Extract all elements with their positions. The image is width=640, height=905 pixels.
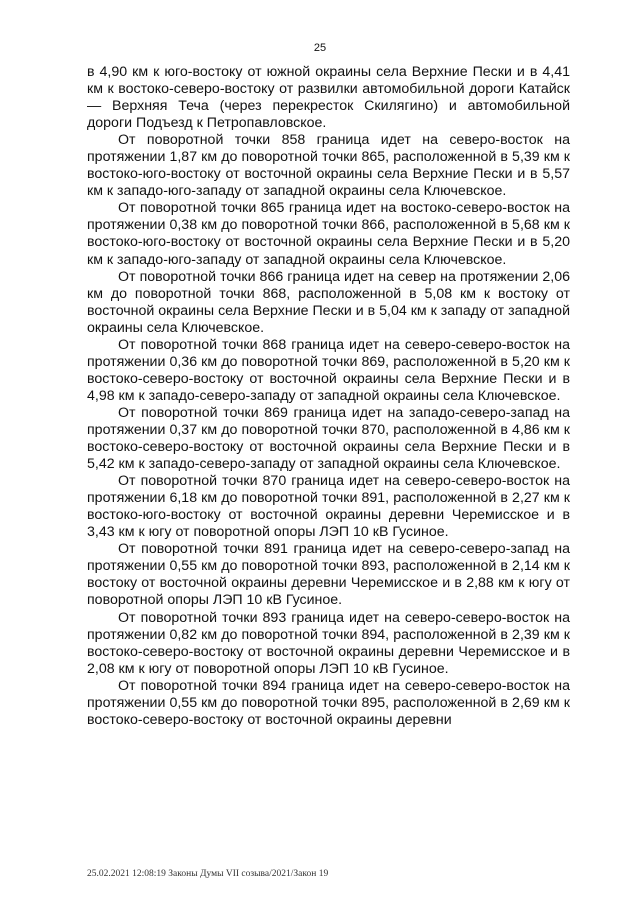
paragraph-1: в 4,90 км к юго-востоку от южной окраины села Верхние Пески и в 4,41 км к востоко-северо-востоку от развилки автомобильной дороги Катайск — Верхняя Теча (через перекресток Скилягино) и автомобильной дороги Подъезд к Петропавловское. — [87, 64, 570, 132]
paragraph-4: От поворотной точки 866 граница идет на север на протяжении 2,06 км до поворотной точки 868, расположенной в 5,08 км к востоку от восточной окраины села Верхние Пески и в 5,04 км к западу от западной окраины села Ключевское. — [87, 268, 570, 336]
paragraph-8: От поворотной точки 891 граница идет на северо-северо-запад на протяжении 0,55 км до поворотной точки 893, расположенной в 2,14 км к востоку от восточной окраины деревни Черемисское и в 2,88 км к югу от поворотной опоры ЛЭП 10 кВ Гусиное. — [87, 541, 570, 609]
paragraph-5: От поворотной точки 868 граница идет на северо-северо-восток на протяжении 0,36 км до поворотной точки 869, расположенной в 5,20 км к востоко-северо-востоку от восточной окраины села Верхние Пески и в 4,98 км к западо-северо-западу от западной окраины села Ключевское. — [87, 336, 570, 404]
page-footer: 25.02.2021 12:08:19 Законы Думы VII созыва/2021/Закон 19 — [87, 869, 329, 879]
paragraph-6: От поворотной точки 869 граница идет на западо-северо-запад на протяжении 0,37 км до поворотной точки 870, расположенной в 4,86 км к востоко-северо-востоку от восточной окраины села Верхние Пески и в 5,42 км к западо-северо-западу от западной окраины села Ключевское. — [87, 404, 570, 473]
paragraph-10: От поворотной точки 894 граница идет на северо-северо-восток на протяжении 0,55 км до поворотной точки 895, расположенной в 2,69 км к востоко-северо-востоку от восточной окраины деревни — [87, 677, 570, 728]
document-body — [87, 64, 570, 729]
paragraph-3: От поворотной точки 865 граница идет на востоко-северо-восток на протяжении 0,38 км до поворотной точки 866, расположенной в 5,68 км к востоко-юго-востоку от восточной окраины села Верхние Пески и в 5,20 км к западо-юго-западу от западной окраины села Ключевское. — [87, 200, 570, 268]
paragraph-9: От поворотной точки 893 граница идет на северо-северо-восток на протяжении 0,82 км до поворотной точки 894, расположенной в 2,39 км к востоко-северо-востоку от восточной окраины деревни Черемисское и в 2,08 км к югу от поворотной опоры ЛЭП 10 кВ Гусиное. — [87, 609, 570, 677]
paragraph-7: От поворотной точки 870 граница идет на северо-северо-восток на протяжении 6,18 км до поворотной точки 891, расположенной в 2,27 км к востоко-юго-востоку от восточной окраины деревни Черемисское и в 3,43 км к югу от поворотной опоры ЛЭП 10 кВ Гусиное. — [87, 473, 570, 541]
page-number: 25 — [313, 42, 327, 54]
paragraph-2: От поворотной точки 858 граница идет на северо-восток на протяжении 1,87 км до поворотной точки 865, расположенной в 5,39 км к востоко-юго-востоку от восточной окраины села Верхние Пески и в 5,57 км к западо-юго-западу от западной окраины села Ключевское. — [87, 132, 570, 200]
